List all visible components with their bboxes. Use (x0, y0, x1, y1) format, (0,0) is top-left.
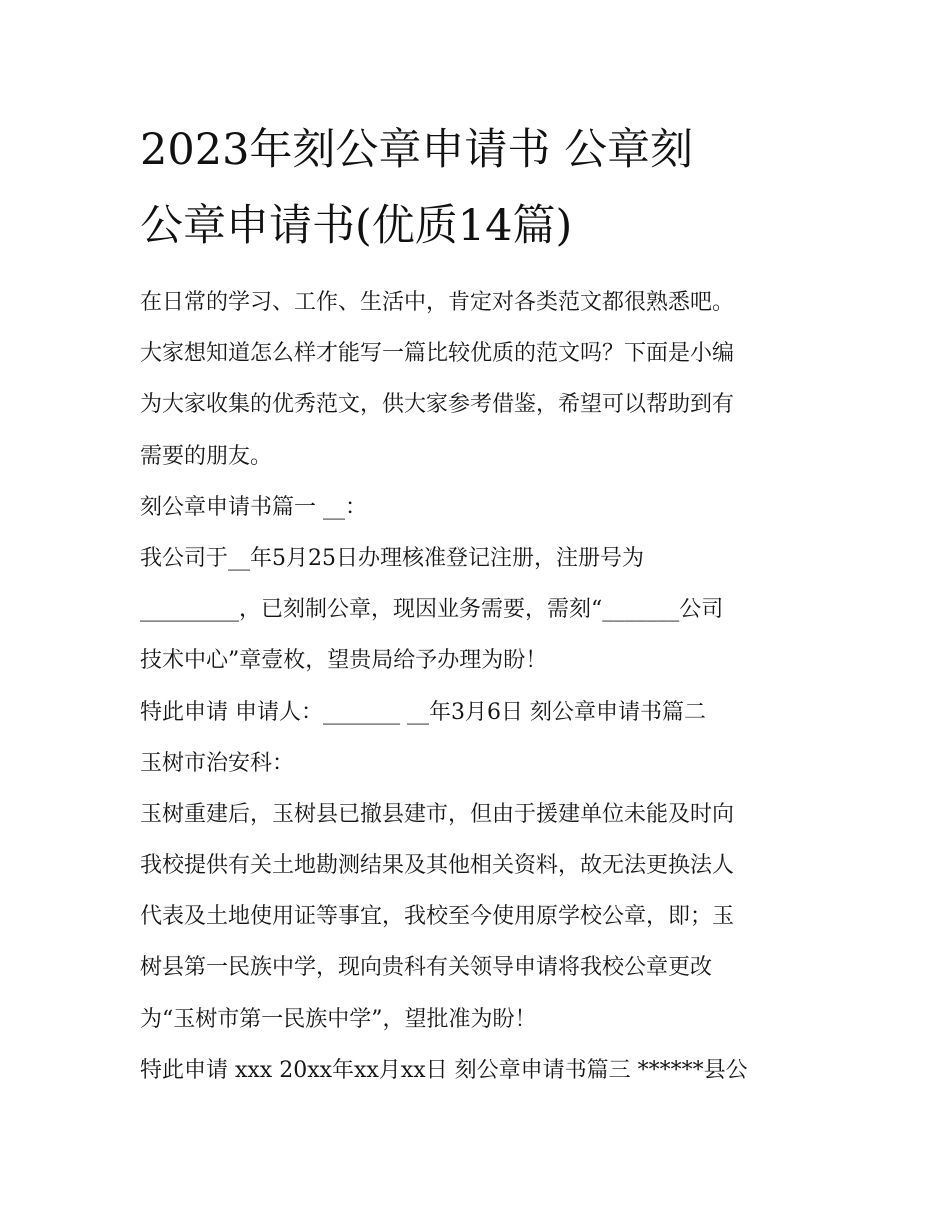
body-line: 玉树市治安科： (140, 750, 295, 776)
body-line: 特此申请 xxx 20xx年xx月xx日 刻公章申请书篇三 ******县公 (140, 1057, 748, 1083)
body-line: 为“玉树市第一民族中学”，望批准为盼！ (140, 1006, 537, 1032)
document-title (140, 112, 830, 264)
body-line: 为大家收集的优秀范文，供大家参考借鉴，希望可以帮助到有 (140, 392, 735, 418)
body-line: 大家想知道怎么样才能写一篇比较优质的范文吗？下面是小编 (140, 341, 735, 367)
body-line: 在日常的学习、工作、生活中，肯定对各类范文都很熟悉吧。 (140, 290, 735, 315)
body-line: 特此申请 申请人：_______ __年3月6日 刻公章申请书篇二 (140, 699, 706, 725)
title-line: 公章申请书(优质14篇) (140, 201, 573, 251)
body-line: 我校提供有关土地勘测结果及其他相关资料，故无法更换法人 (140, 853, 735, 879)
title-line: 2023年刻公章申请书 公章刻 (140, 125, 694, 175)
body-line: 代表及土地使用证等事宜，我校至今使用原学校公章，即；玉 (140, 904, 735, 930)
body-line: 玉树重建后，玉树县已撤县建市，但由于援建单位未能及时向 (140, 801, 735, 827)
body-line: 技术中心”章壹枚，望贵局给予办理为盼！ (140, 648, 548, 674)
body-line: _________，已刻制公章，现因业务需要，需刻“_______公司 (140, 597, 724, 623)
body-line: 我公司于__年5月25日办理核准登记注册，注册号为 (140, 545, 644, 571)
body-line: 树县第一民族中学，现向贵科有关领导申请将我校公章更改 (140, 955, 713, 981)
document-body (140, 277, 830, 1096)
section-heading: 刻公章申请书篇一 __： (140, 494, 367, 520)
body-line: 需要的朋友。 (140, 443, 273, 469)
